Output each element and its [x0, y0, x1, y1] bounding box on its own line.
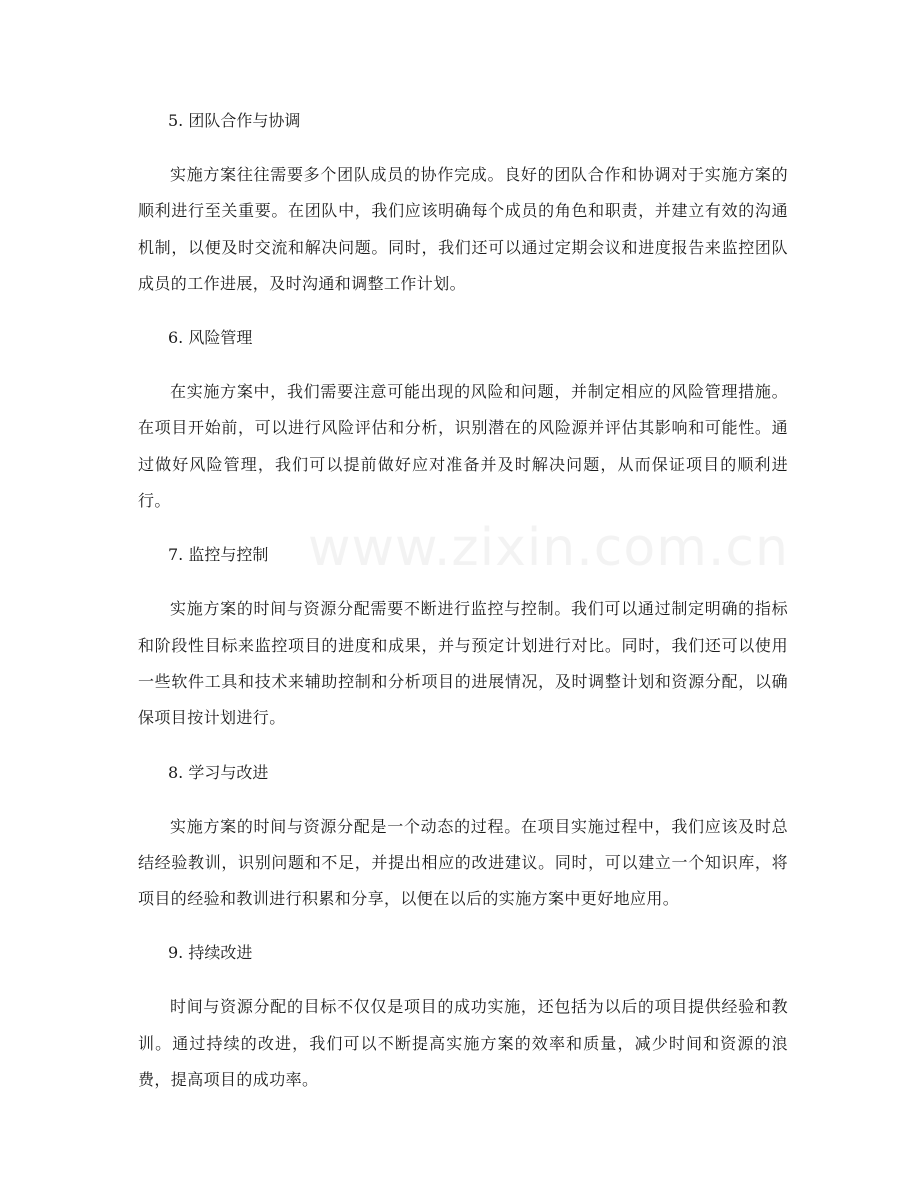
section-paragraph: 在实施方案中，我们需要注意可能出现的风险和问题，并制定相应的风险管理措施。在项目开始前，可以进行风险评估和分析，识别潜在的风险源并评估其影响和可能性。通过做好风险管理，我们可以提前做好应对准备并及时解决问题，从而保证项目的顺利进行。 — [138, 382, 788, 511]
section-heading: 7. 监控与控制 — [168, 545, 269, 565]
section-paragraph: 实施方案往往需要多个团队成员的协作完成。良好的团队合作和协调对于实施方案的顺利进行至关重要。在团队中，我们应该明确每个成员的角色和职责，并建立有效的沟通机制，以便及时交流和解决问题。同时，我们还可以通过定期会议和进度报告来监控团队成员的工作进展，及时沟通和调整工作计划。 — [138, 165, 788, 293]
section-heading: 6. 风险管理 — [168, 328, 253, 348]
section-heading: 5. 团队合作与协调 — [168, 111, 301, 130]
section-6 — [138, 320, 788, 519]
section-5 — [138, 103, 788, 302]
section-heading: 8. 学习与改进 — [168, 762, 269, 782]
watermark: www.zixin.com.cn — [308, 518, 789, 578]
section-paragraph: 实施方案的时间与资源分配是一个动态的过程。在项目实施过程中，我们应该及时总结经验教训，识别问题和不足，并提出相应的改进建议。同时，可以建立一个知识库，将项目的经验和教训进行积累和分享，以便在以后的实施方案中更好地应用。 — [138, 816, 788, 909]
section-8 — [138, 755, 788, 918]
section-paragraph: 实施方案的时间与资源分配需要不断进行监控与控制。我们可以通过制定明确的指标和阶段性目标来监控项目的进度和成果，并与预定计划进行对比。同时，我们还可以使用一些软件工具和技术来辅助控制和分析项目的进展情况，及时调整计划和资源分配，以确保项目按计划进行。 — [138, 599, 788, 728]
section-heading: 9. 持续改进 — [168, 943, 253, 963]
section-paragraph: 时间与资源分配的目标不仅仅是项目的成功实施，还包括为以后的项目提供经验和教训。通过持续的改进，我们可以不断提高实施方案的效率和质量，减少时间和资源的浪费，提高项目的成功率。 — [138, 997, 788, 1090]
document-content — [138, 103, 788, 1116]
section-7 — [138, 537, 788, 736]
section-9 — [138, 935, 788, 1098]
